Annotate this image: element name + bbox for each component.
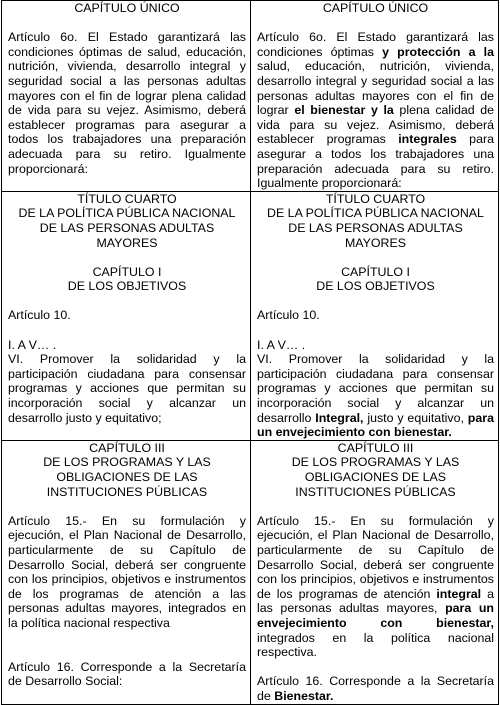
chapter-subheading: DE LOS PROGRAMAS Y LAS xyxy=(43,455,211,470)
article-6-text: Artículo 6o. El Estado garantizará las condiciones óptimas de salud, educación, nutrición, vivienda, desarrollo integral y seguridad social a las personas adultas mayores con el fin de lograr plena calidad de vida para su vejez. Asimismo, deberá establecer programas para asegurar a todos los trabajadores una preparación adecuada para su retiro. Igualmente proporcionará: xyxy=(8,30,246,176)
chapter-subheading: INSTITUCIONES PÚBLICAS xyxy=(295,484,456,499)
added-text: integrales xyxy=(398,132,457,147)
chapter-subheading: INSTITUCIONES PÚBLICAS xyxy=(46,484,208,499)
chapter-heading: CAPÍTULO ÚNICO xyxy=(74,1,180,15)
chapter-heading: CAPÍTULO ÚNICO xyxy=(322,1,429,15)
article-15-text: Artículo 15.- En su formulación y ejecución, el Plan Nacional de Desarrollo, particularmente de su Capítulo de Desarrollo Social, deberá ser congruente con los principios, objetivos e instrumentos de los programas de atención a las personas adultas mayores, integrados en la política nacional respectiva xyxy=(8,513,246,630)
added-text: para un envejecimiento con bienestar, xyxy=(257,601,494,630)
fraction-range: I. A V… . xyxy=(8,337,57,352)
table-row xyxy=(2,191,499,440)
chapter-heading: CAPÍTULO I xyxy=(92,264,162,279)
fraction-range: I. A V… . xyxy=(257,337,306,352)
added-text: Integral, xyxy=(315,410,364,425)
right-cell-capitulo-unico xyxy=(251,1,499,192)
added-text: para un envejecimiento con bienestar. xyxy=(257,410,494,440)
title-subheading: DE LAS PERSONAS ADULTAS xyxy=(288,220,463,235)
title-subheading: DE LA POLÍTICA PÚBLICA NACIONAL xyxy=(267,206,484,221)
chapter-subheading: OBLIGACIONES DE LAS xyxy=(56,470,198,484)
article-16-text: Artículo 16. Corresponde a la Secretaría de Desarrollo Social: xyxy=(8,659,246,689)
added-text: integral xyxy=(436,586,482,601)
left-cell-titulo-cuarto xyxy=(2,191,251,440)
table-row xyxy=(2,440,499,704)
title-heading: TÍTULO CUARTO xyxy=(77,191,177,206)
title-subheading: DE LAS PERSONAS ADULTAS xyxy=(39,220,215,235)
left-cell-capitulo-unico xyxy=(2,1,251,192)
added-text: y protección a la xyxy=(382,44,494,59)
title-subheading: MAYORES xyxy=(344,235,407,250)
article-10-label: Artículo 10. xyxy=(257,308,320,323)
comparison-table xyxy=(1,0,499,705)
chapter-subheading: DE LOS OBJETIVOS xyxy=(67,279,187,294)
fraction-vi-text: VI. Promover la solidaridad y la participación ciudadana para consensar programas y acciones que permitan su incorporación social y alcanzar un desarrollo justo y equitativo; xyxy=(8,352,246,425)
title-subheading: DE LA POLÍTICA PÚBLICA NACIONAL xyxy=(18,206,236,221)
chapter-heading: CAPÍTULO I xyxy=(341,264,410,279)
title-subheading: MAYORES xyxy=(96,235,158,250)
chapter-subheading: OBLIGACIONES DE LAS xyxy=(304,470,447,484)
chapter-heading: CAPÍTULO III xyxy=(89,440,165,455)
title-heading: TÍTULO CUARTO xyxy=(325,191,426,206)
added-text: Bienestar. xyxy=(274,688,334,703)
chapter-subheading: DE LOS OBJETIVOS xyxy=(316,279,435,294)
article-15-text: Artículo 15.- En su formulación y ejecución, el Plan Nacional de Desarrollo, particularmente de su Capítulo de Desarrollo Social, deberá ser congruente con los principios, objetivos e instrumentos de los programas de atención integral a las personas adultas mayores, para un envejecimiento con bienestar, integrados en la política nacional respectiva. xyxy=(257,513,494,660)
chapter-heading: CAPÍTULO III xyxy=(337,440,414,455)
fraction-vi-text: VI. Promover la solidaridad y la participación ciudadana para consensar programas y acciones que permitan su incorporación social y alcanzar un desarrollo Integral, justo y equitativo, para un envejecimiento con bienestar. xyxy=(257,352,494,440)
article-6-text: Artículo 6o. El Estado garantizará las condiciones óptimas y protección a la salud, educación, nutrición, vivienda, desarrollo integral y seguridad social a las personas adultas mayores con el fin de lograr el bienestar y la plena calidad de vida para su vejez. Asimismo, deberá establecer programas integrales para asegurar a todos los trabajadores una preparación adecuada para su retiro. Igualmente proporcionará: xyxy=(257,30,495,191)
right-cell-capitulo-iii xyxy=(251,440,499,704)
article-16-text: Artículo 16. Corresponde a la Secretaría de Bienestar. xyxy=(257,674,494,703)
right-cell-titulo-cuarto xyxy=(251,191,499,440)
chapter-subheading: DE LOS PROGRAMAS Y LAS xyxy=(291,455,460,470)
added-text: el bienestar y la xyxy=(294,103,394,118)
article-10-label: Artículo 10. xyxy=(8,308,71,323)
table-row xyxy=(2,1,499,192)
left-cell-capitulo-iii xyxy=(2,440,251,704)
